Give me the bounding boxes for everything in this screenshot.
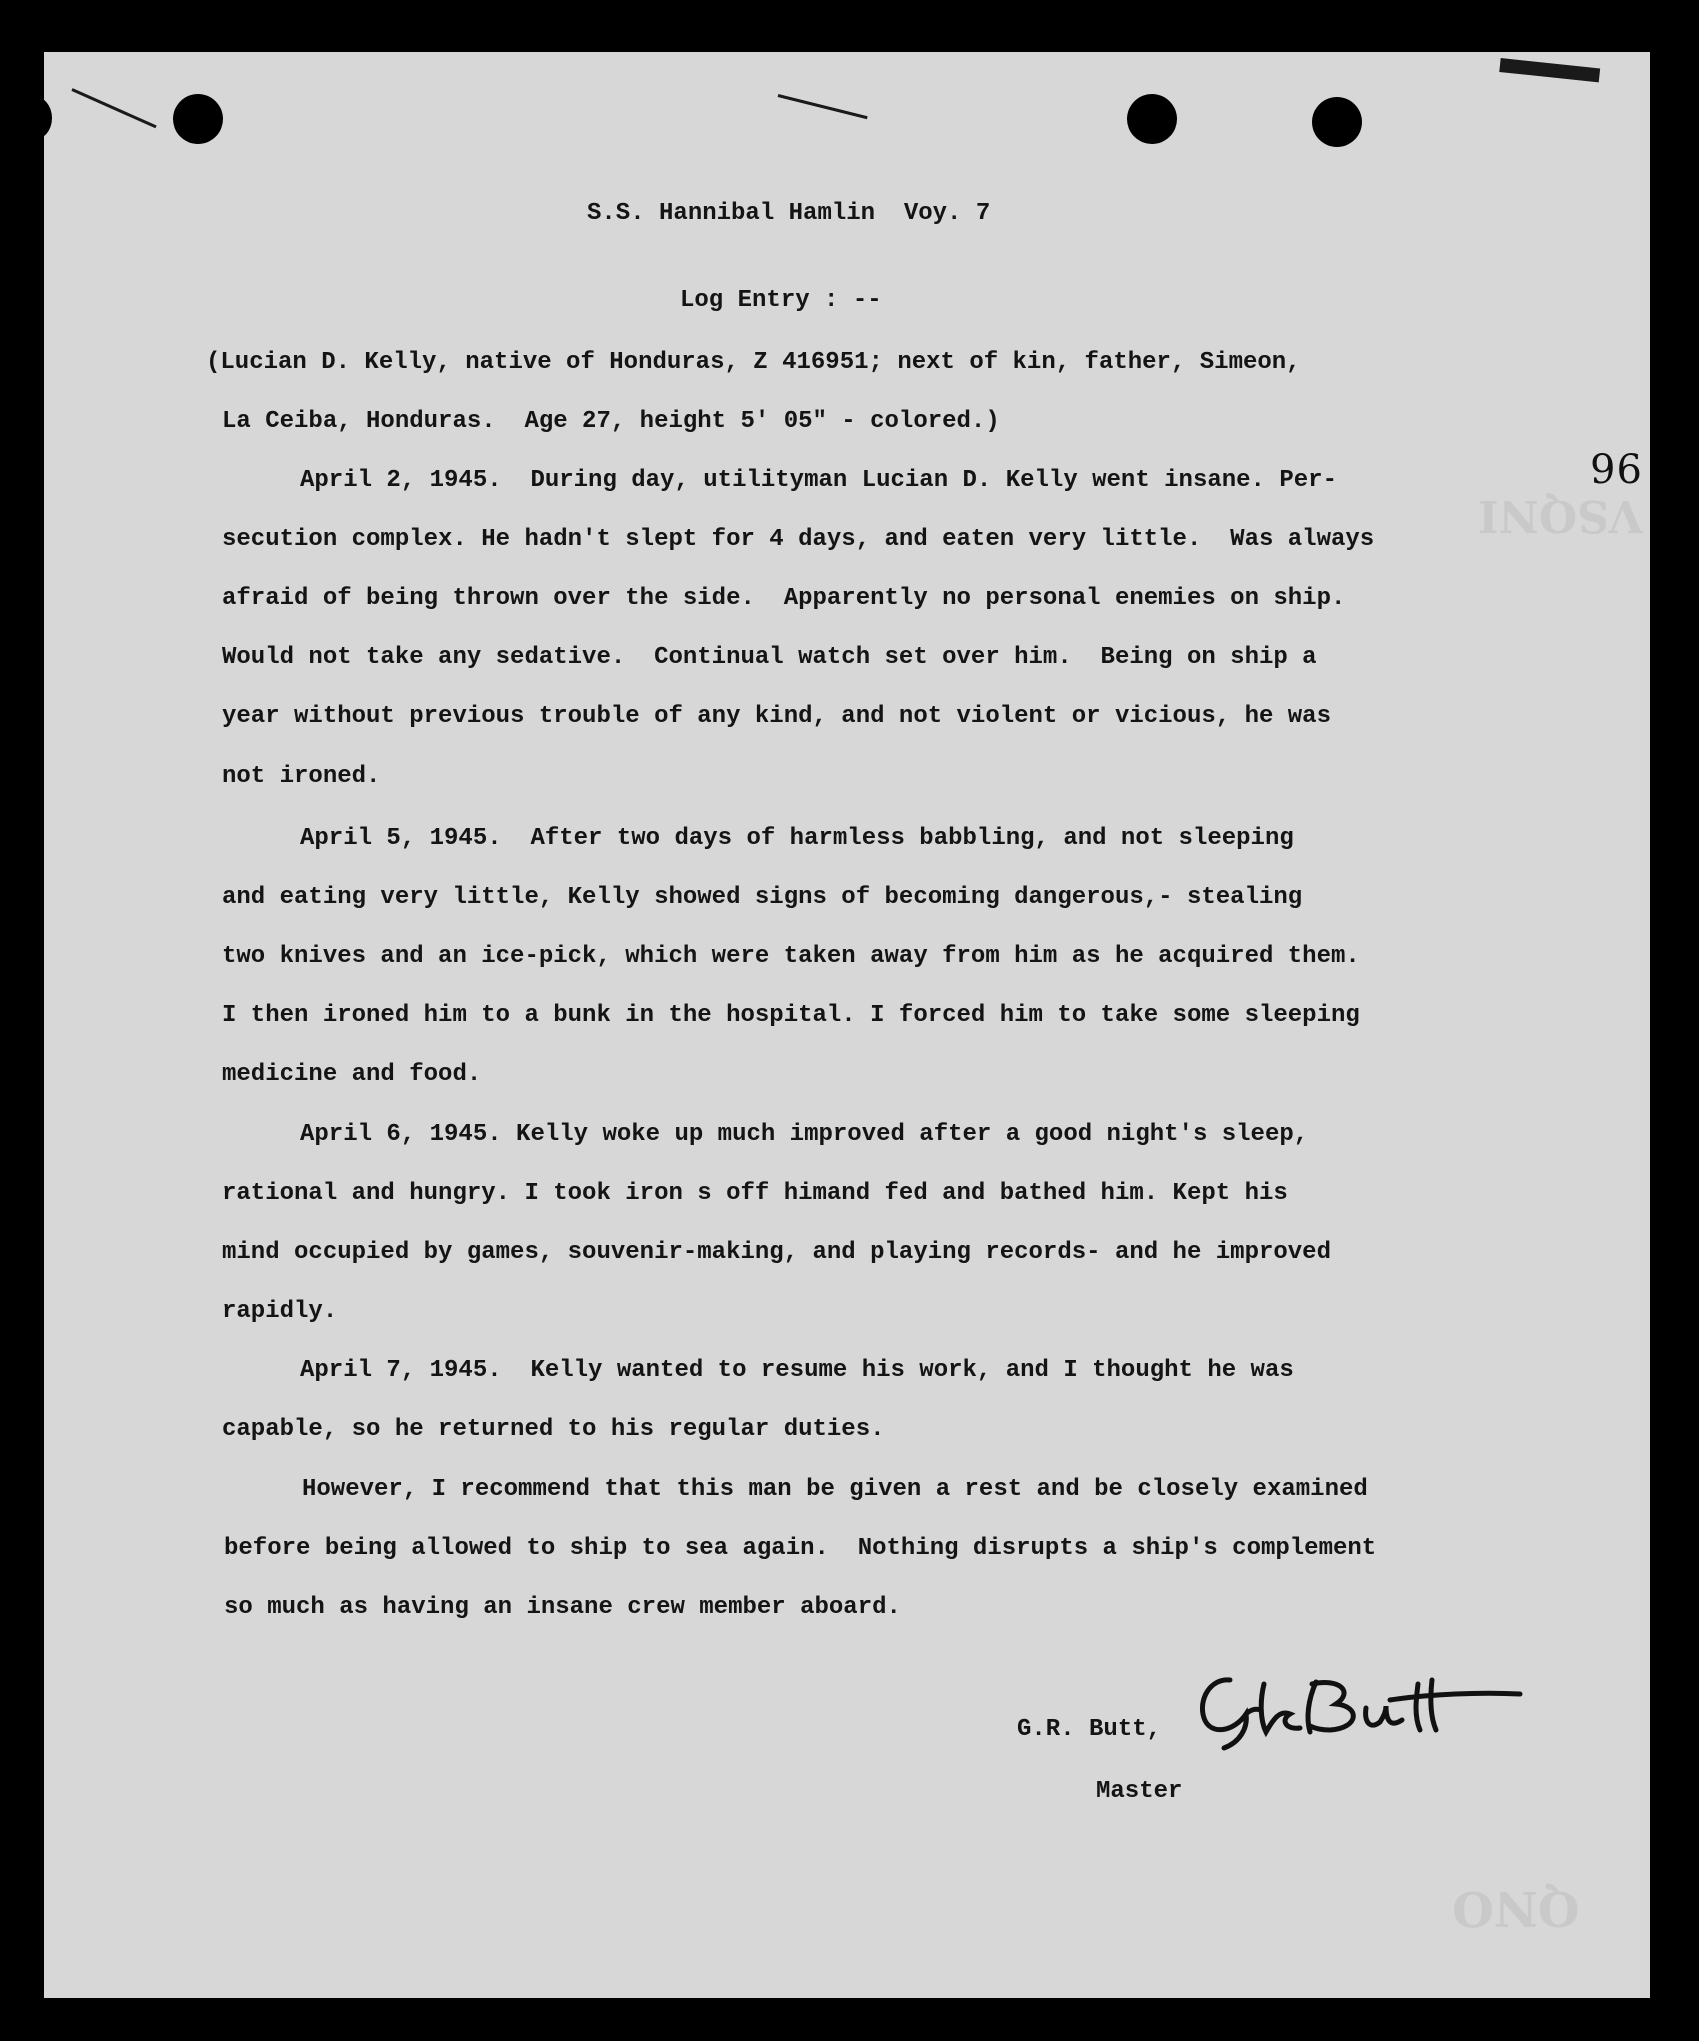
body-line: La Ceiba, Honduras. Age 27, height 5' 05" - colored.)	[222, 408, 1000, 435]
body-line: rational and hungry. I took iron s off himand fed and bathed him. Kept his	[222, 1180, 1288, 1207]
body-line: year without previous trouble of any kind, and not violent or vicious, he was	[222, 703, 1331, 730]
punch-hole-right	[1312, 97, 1362, 147]
body-line: medicine and food.	[222, 1061, 482, 1088]
page-number: 96	[1590, 447, 1643, 493]
body-line: not ironed.	[222, 763, 381, 790]
body-line: I then ironed him to a bunk in the hospital. I forced him to take some sleeping	[222, 1002, 1360, 1029]
signature-title: Master	[1096, 1778, 1183, 1805]
body-line: so much as having an insane crew member aboard.	[224, 1594, 901, 1621]
body-line: April 5, 1945. After two days of harmless babbling, and not sleeping	[300, 825, 1294, 852]
bleed-through-bottom: QNO	[1452, 1880, 1580, 1936]
body-line: (Lucian D. Kelly, native of Honduras, Z 416951; next of kin, father, Simeon,	[206, 349, 1301, 376]
body-line: secution complex. He hadn't slept for 4 days, and eaten very little. Was always	[222, 526, 1375, 553]
body-line: and eating very little, Kelly showed signs of becoming dangerous,- stealing	[222, 884, 1303, 911]
ship-voyage-header: S.S. Hannibal Hamlin Voy. 7	[587, 200, 991, 227]
body-line: Would not take any sedative. Continual watch set over him. Being on ship a	[222, 644, 1317, 671]
body-line: mind occupied by games, souvenir-making, and playing records- and he improved	[222, 1239, 1331, 1266]
body-line: two knives and an ice-pick, which were taken away from him as he acquired them.	[222, 943, 1360, 970]
body-line: April 7, 1945. Kelly wanted to resume his work, and I thought he was	[300, 1357, 1294, 1384]
body-line: April 6, 1945. Kelly woke up much improved after a good night's sleep,	[300, 1121, 1309, 1148]
handwritten-signature	[1190, 1670, 1530, 1760]
punch-hole-middle	[1127, 94, 1177, 144]
punch-hole-left	[173, 94, 223, 144]
body-line: April 2, 1945. During day, utilityman Lucian D. Kelly went insane. Per-	[300, 467, 1337, 494]
edge-notch-left	[16, 96, 52, 140]
body-line: However, I recommend that this man be given a rest and be closely examined	[302, 1476, 1368, 1503]
body-line: rapidly.	[222, 1298, 338, 1325]
body-line: afraid of being thrown over the side. Apparently no personal enemies on ship.	[222, 585, 1346, 612]
bleed-through-top: VSQNI	[1478, 490, 1644, 541]
typed-signature-name: G.R. Butt,	[1017, 1716, 1162, 1743]
body-line: capable, so he returned to his regular duties.	[222, 1416, 885, 1443]
log-entry-title: Log Entry : --	[680, 287, 882, 314]
body-line: before being allowed to ship to sea again. Nothing disrupts a ship's complement	[224, 1535, 1377, 1562]
